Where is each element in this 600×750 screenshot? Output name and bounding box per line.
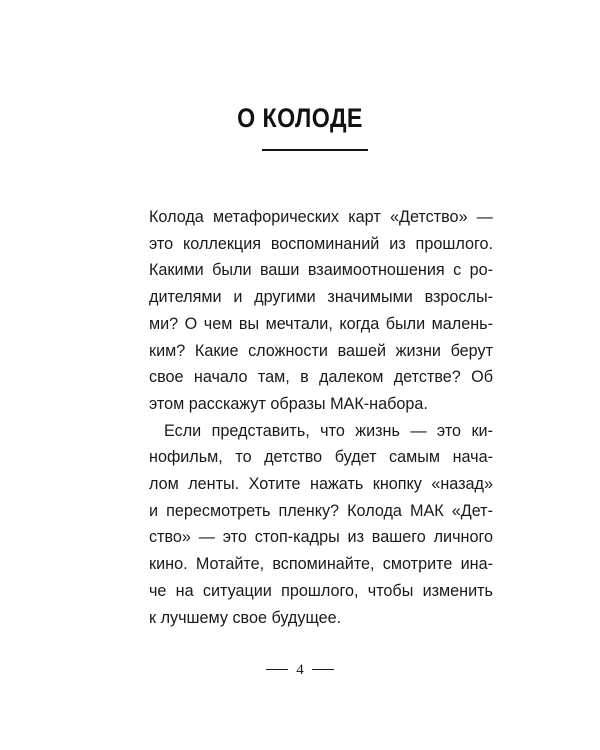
text-line: ким? Какие сложности вашей жизни берут: [149, 341, 493, 360]
body-text: [149, 204, 493, 631]
text-line: и пересмотреть пленку? Колода МАК «Дет-: [149, 501, 493, 520]
footer-dash-left: [266, 669, 288, 670]
text-line: че на ситуации прошлого, чтобы изменить: [149, 581, 493, 600]
title-underline: [262, 149, 368, 151]
text-line: Какими были ваши взаимоотношения с ро-: [149, 261, 493, 280]
text-line: кино. Мотайте, вспоминайте, смотрите ина-: [149, 555, 493, 574]
text-line: свое начало там, в далеком детстве? Об: [149, 368, 493, 387]
footer-dash-right: [312, 669, 334, 670]
text-line: Если представить, что жизнь — это ки-: [164, 421, 493, 440]
page-number: 4: [296, 662, 304, 678]
paragraph-2: [149, 418, 493, 632]
text-line: это коллекция воспоминаний из прошлого.: [149, 234, 493, 253]
paragraph-1: [149, 204, 493, 418]
text-line: к лучшему свое будущее.: [149, 608, 342, 627]
text-line: Колода метафорических карт «Детство» —: [149, 208, 493, 226]
text-line: ство» — это стоп-кадры из вашего личного: [149, 528, 493, 547]
text-line: дителями и другими значимыми взрослы-: [149, 288, 493, 307]
text-line: нофильм, то детство будет самым нача-: [149, 448, 493, 467]
page-title: О КОЛОДЕ: [237, 103, 363, 133]
text-line: ми? О чем вы мечтали, когда были малень-: [149, 314, 493, 333]
page-footer: [0, 662, 600, 679]
text-line: лом ленты. Хотите нажать кнопку «назад»: [149, 475, 493, 494]
text-line: этом расскажут образы МАК-набора.: [149, 394, 428, 413]
